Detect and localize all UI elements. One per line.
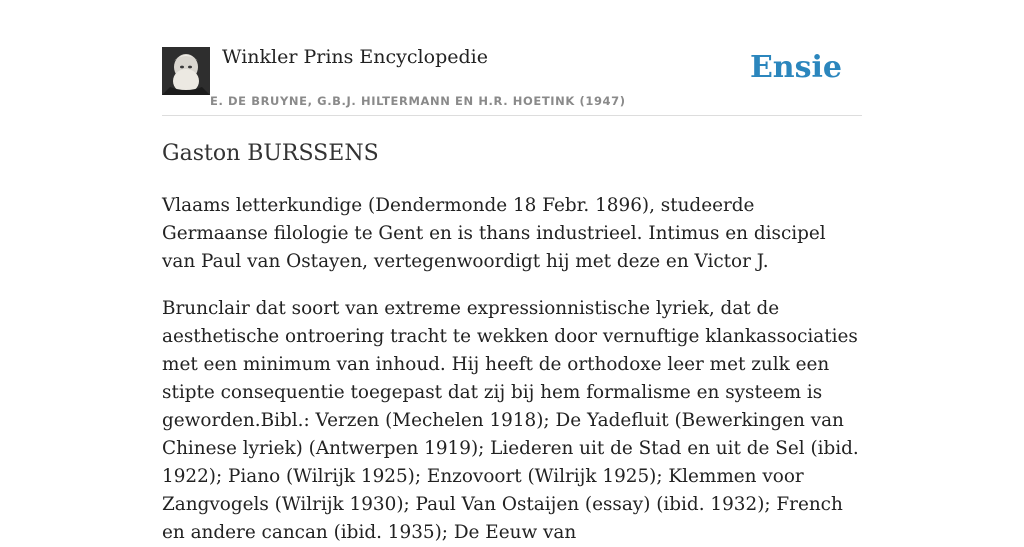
page-container: [162, 0, 862, 543]
author-avatar[interactable]: [162, 47, 210, 95]
header: [162, 0, 862, 116]
article-paragraph-2: Brunclair dat soort van extreme expressionnistische lyriek, dat de aesthetische ontroering tracht te wekken door vernuftige klankassociaties met een minimum van inhoud. Hij heeft de orthodoxe leer met zulk een stipte consequentie toegepast dat zij bij hem formalisme en systeem is geworden.Bibl.: Verzen (Mechelen 1918); De Yadefluit (Bewerkingen van Chinese lyriek) (Antwerpen 1919); Liederen uit de Stad en uit de Sel (ibid. 1922); Piano (Wilrijk 1925); Enzovoort (Wilrijk 1925); Klemmen voor Zangvogels (Wilrijk 1930); Paul Van Ostaijen (essay) (ibid. 1932); French en andere cancan (ibid. 1935); De Eeuw van: [162, 298, 859, 543]
article-paragraph-1: Vlaams letterkundige (Dendermonde 18 Febr. 1896), studeerde Germaanse filologie te Gent en is thans industrieel. Intimus en discipel van Paul van Ostayen, vertegenwoordigt hij met deze en Victor J.: [162, 195, 826, 272]
site-name[interactable]: Winkler Prins Encyclopedie: [222, 46, 488, 68]
editors-byline: E. DE BRUYNE, G.B.J. HILTERMANN EN H.R. HOETINK (1947): [210, 94, 626, 108]
ensie-logo[interactable]: Ensie: [749, 50, 842, 85]
portrait-icon: [162, 47, 210, 95]
article-title: Gaston BURSSENS: [162, 141, 379, 166]
